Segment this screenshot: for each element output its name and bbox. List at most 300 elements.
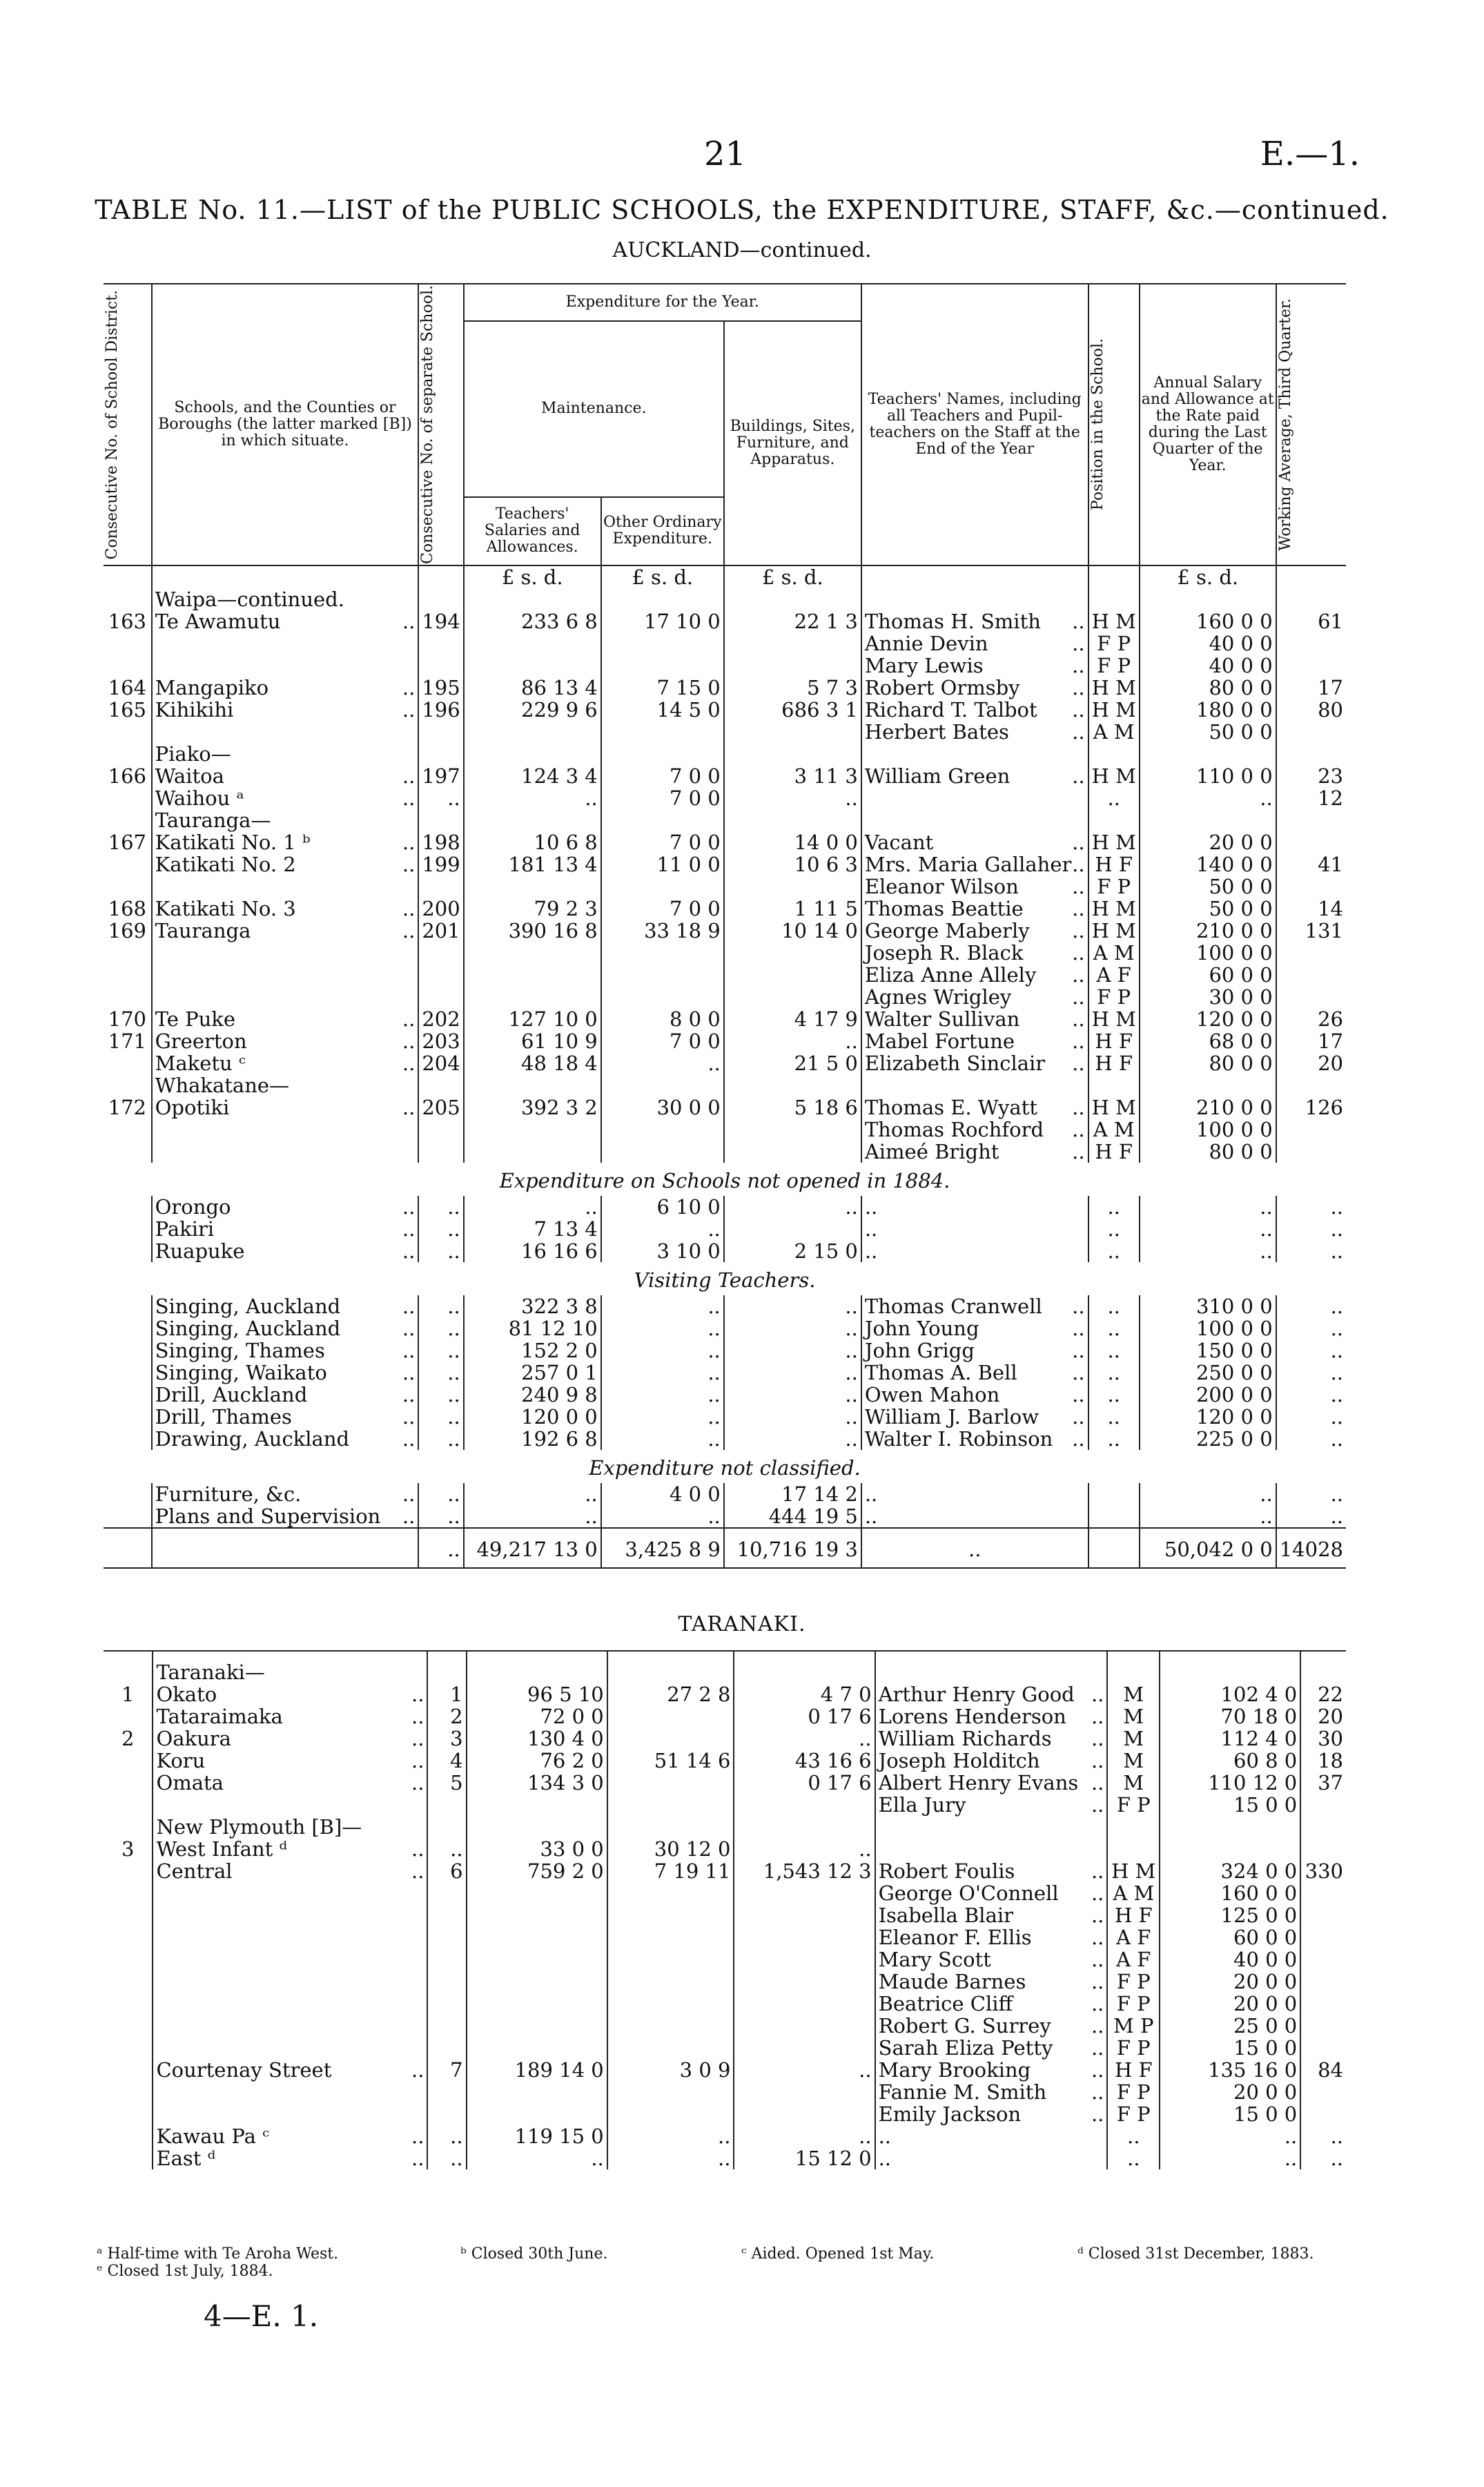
- buildings-value: 15 12 0: [734, 2147, 875, 2169]
- teacher-position: H M: [1088, 920, 1140, 942]
- buildings-value: ..: [724, 1317, 861, 1339]
- school-name: Tauranga—: [152, 809, 419, 831]
- working-average: ..: [1330, 1482, 1343, 1506]
- col-schools: Schools, and the Counties or Boroughs (the latter marked [B]) in which situate.: [152, 284, 419, 565]
- annual-salary: 210 0 0: [1140, 1096, 1276, 1119]
- working-average: [1276, 986, 1346, 1008]
- teacher-position: H F: [1088, 1030, 1140, 1052]
- school-number: [418, 809, 463, 831]
- buildings-value: [724, 655, 861, 677]
- teacher-position: H M: [1107, 1860, 1160, 1882]
- working-average: ..: [1330, 1217, 1343, 1241]
- school-number: 203: [418, 1030, 463, 1052]
- teacher-position: F P: [1088, 875, 1140, 898]
- table-row: [104, 655, 1346, 677]
- school-name: Drawing, Auckland ..: [152, 1428, 419, 1450]
- annual-salary: 20 0 0: [1160, 2081, 1300, 2103]
- other-expenditure-value: 4 0 0: [601, 1483, 724, 1505]
- working-average: [1300, 1816, 1346, 1838]
- teacher-position: [1088, 1528, 1140, 1568]
- signature-mark: 4—E. 1.: [204, 2299, 319, 2333]
- footnote-b: ᵇ Closed 30th June.: [460, 2245, 608, 2263]
- working-average: 61: [1318, 609, 1343, 633]
- working-average: [1276, 809, 1346, 831]
- district-number: [104, 875, 152, 898]
- working-average: ..: [1330, 1504, 1343, 1528]
- buildings-value: ..: [724, 1339, 861, 1362]
- school-name: [152, 655, 419, 677]
- working-average: ..: [1330, 1426, 1343, 1451]
- other-expenditure-value: [601, 875, 724, 898]
- buildings-value: 10 14 0: [724, 920, 861, 942]
- teacher-name: [875, 1661, 1108, 1683]
- working-average: 18: [1318, 1749, 1343, 1772]
- section-heading: Expenditure not classified.: [589, 1455, 861, 1480]
- total-salaries: 49,217 13 0: [464, 1528, 601, 1568]
- district-number: [104, 1428, 152, 1450]
- buildings-value: 14 0 0: [724, 831, 861, 853]
- teacher-position: A F: [1107, 1948, 1160, 1971]
- table-row: [104, 964, 1346, 986]
- district-number: 1: [104, 1683, 153, 1705]
- salaries-value: [464, 721, 601, 743]
- table-row: [104, 1794, 1346, 1816]
- district-number: [104, 1384, 152, 1406]
- school-name: Drill, Auckland ..: [152, 1384, 419, 1406]
- district-number: [104, 1141, 152, 1163]
- teacher-position: H M: [1088, 898, 1140, 920]
- district-number: [104, 1993, 153, 2015]
- other-expenditure-value: 11 0 0: [601, 853, 724, 875]
- working-average: [1300, 1926, 1346, 1948]
- other-expenditure-value: [601, 964, 724, 986]
- annual-salary: 40 0 0: [1160, 1948, 1300, 1971]
- salaries-value: 119 15 0: [467, 2125, 607, 2147]
- buildings-value: 22 1 3: [724, 610, 861, 632]
- teacher-name: Eleanor F. Ellis ..: [875, 1926, 1108, 1948]
- district-number: [104, 1860, 153, 1882]
- district-number: [104, 1483, 152, 1505]
- teacher-name: Thomas Beattie ..: [861, 898, 1088, 920]
- other-expenditure-value: ..: [601, 1339, 724, 1362]
- salaries-value: [464, 588, 601, 610]
- teacher-position: A M: [1088, 1119, 1140, 1141]
- school-number: ..: [418, 1428, 463, 1450]
- annual-salary: [1140, 588, 1276, 610]
- table-row: [104, 898, 1346, 920]
- table-row: [104, 1240, 1346, 1262]
- annual-salary: 60 0 0: [1160, 1926, 1300, 1948]
- table-row: [104, 1052, 1346, 1074]
- salaries-value: 72 0 0: [467, 1705, 607, 1728]
- school-number: [418, 942, 463, 964]
- working-average: [1300, 1948, 1346, 1971]
- school-name: Singing, Auckland ..: [152, 1295, 419, 1317]
- buildings-value: [724, 1218, 861, 1240]
- salaries-value: 192 6 8: [464, 1428, 601, 1450]
- annual-salary: 30 0 0: [1140, 986, 1276, 1008]
- school-name: [153, 2081, 427, 2103]
- annual-salary: ..: [1140, 1218, 1276, 1240]
- working-average: ..: [1330, 2147, 1343, 2170]
- district-number: [104, 1240, 152, 1262]
- total-attendance: 14028: [1279, 1537, 1343, 1561]
- working-average: ..: [1330, 2125, 1343, 2148]
- annual-salary: 225 0 0: [1140, 1428, 1276, 1450]
- school-number: [418, 655, 463, 677]
- working-average: ..: [1330, 1404, 1343, 1429]
- school-number: ..: [418, 787, 463, 809]
- district-number: [104, 1661, 153, 1683]
- school-number: [427, 1948, 466, 1971]
- working-average: ..: [1330, 1239, 1343, 1263]
- other-expenditure-value: ..: [601, 1406, 724, 1428]
- school-number: ..: [418, 1218, 463, 1240]
- school-name: Greerton ..: [152, 1030, 419, 1052]
- salaries-value: 134 3 0: [467, 1772, 607, 1794]
- teacher-name: Aimeé Bright ..: [861, 1141, 1088, 1163]
- other-expenditure-value: 7 0 0: [601, 787, 724, 809]
- other-expenditure-value: [607, 1993, 734, 2015]
- annual-salary: 135 16 0: [1160, 2059, 1300, 2081]
- teacher-name: George Maberly ..: [861, 920, 1088, 942]
- teacher-name: William Green ..: [861, 765, 1088, 787]
- other-expenditure-value: 30 0 0: [601, 1096, 724, 1119]
- salaries-value: 120 0 0: [464, 1406, 601, 1428]
- teacher-name: [875, 1838, 1108, 1860]
- annual-salary: 120 0 0: [1140, 1008, 1276, 1030]
- school-number: [418, 986, 463, 1008]
- teacher-position: ..: [1088, 1196, 1140, 1218]
- table-row: [104, 1339, 1346, 1362]
- annual-salary: 70 18 0: [1160, 1705, 1300, 1728]
- annual-salary: ..: [1160, 2125, 1300, 2147]
- table-row: [104, 721, 1346, 743]
- salaries-value: 152 2 0: [464, 1339, 601, 1362]
- col-maintenance: Maintenance.: [464, 321, 724, 497]
- school-number: [427, 1904, 466, 1926]
- table-row: [104, 831, 1346, 853]
- district-number: [104, 1528, 152, 1568]
- other-expenditure-value: [601, 1074, 724, 1096]
- other-expenditure-value: ..: [601, 1384, 724, 1406]
- salaries-value: [467, 1882, 607, 1904]
- teacher-name: ..: [861, 1240, 1088, 1262]
- total-buildings: 10,716 19 3: [724, 1528, 861, 1568]
- other-expenditure-value: [601, 986, 724, 1008]
- table-row: [104, 1772, 1346, 1794]
- teacher-position: ..: [1107, 2125, 1160, 2147]
- district-number: [104, 1218, 152, 1240]
- district-number: [104, 743, 152, 765]
- salaries-value: 240 9 8: [464, 1384, 601, 1406]
- teacher-name: Robert Foulis ..: [875, 1860, 1108, 1882]
- buildings-value: ..: [734, 2125, 875, 2147]
- table-row: [104, 699, 1346, 721]
- visiting-heading: [104, 1262, 1346, 1295]
- auckland-table: [104, 283, 1346, 1569]
- other-expenditure-value: 7 0 0: [601, 765, 724, 787]
- salaries-value: ..: [464, 787, 601, 809]
- buildings-value: [734, 2037, 875, 2059]
- region-heading: AUCKLAND—continued.: [612, 238, 872, 262]
- district-number: [104, 1794, 153, 1816]
- teacher-name: Robert Ormsby ..: [861, 677, 1088, 699]
- annual-salary: 210 0 0: [1140, 920, 1276, 942]
- annual-salary: 110 0 0: [1140, 765, 1276, 787]
- buildings-value: [724, 875, 861, 898]
- school-name: [153, 1794, 427, 1816]
- teacher-position: [1107, 1816, 1160, 1838]
- annual-salary: 50 0 0: [1140, 721, 1276, 743]
- district-number: [104, 1196, 152, 1218]
- school-name: [152, 875, 419, 898]
- table-row: [104, 2059, 1346, 2081]
- teacher-position: ..: [1088, 1295, 1140, 1317]
- working-average: [1276, 1074, 1346, 1096]
- teacher-name: ..: [861, 1483, 1088, 1505]
- table-row: [104, 1993, 1346, 2015]
- table-row: [104, 765, 1346, 787]
- school-number: 6: [427, 1860, 466, 1882]
- school-name: Te Puke ..: [152, 1008, 419, 1030]
- school-name: [152, 721, 419, 743]
- footnotes: [97, 2245, 1394, 2280]
- teacher-name: Walter Sullivan ..: [861, 1008, 1088, 1030]
- salaries-value: [464, 809, 601, 831]
- school-name: [153, 1971, 427, 1993]
- school-number: 194: [418, 610, 463, 632]
- not-opened-heading: [104, 1163, 1346, 1196]
- teacher-name: Beatrice Cliff ..: [875, 1993, 1108, 2015]
- school-number: 2: [427, 1705, 466, 1728]
- salaries-value: 390 16 8: [464, 920, 601, 942]
- working-average: [1276, 588, 1346, 610]
- school-number: [418, 1119, 463, 1141]
- teacher-position: ..: [1088, 787, 1140, 809]
- annual-salary: 15 0 0: [1160, 1794, 1300, 1816]
- teacher-position: A M: [1088, 942, 1140, 964]
- salaries-value: [464, 655, 601, 677]
- annual-salary: 100 0 0: [1140, 1119, 1276, 1141]
- other-expenditure-value: [607, 1728, 734, 1750]
- other-expenditure-value: [607, 2103, 734, 2125]
- school-number: ..: [427, 2147, 466, 2169]
- teacher-position: [1088, 1074, 1140, 1096]
- salaries-value: 79 2 3: [464, 898, 601, 920]
- table-row: [104, 1362, 1346, 1384]
- salaries-value: ..: [467, 2147, 607, 2169]
- district-number: [104, 853, 152, 875]
- salaries-value: [464, 743, 601, 765]
- salaries-value: [464, 942, 601, 964]
- working-average: [1276, 831, 1346, 853]
- teacher-position: H F: [1107, 1904, 1160, 1926]
- teacher-position: H F: [1107, 2059, 1160, 2081]
- teacher-name: Agnes Wrigley ..: [861, 986, 1088, 1008]
- buildings-value: 3 11 3: [724, 765, 861, 787]
- teacher-name: Walter I. Robinson ..: [861, 1428, 1088, 1450]
- other-expenditure-value: ..: [607, 2125, 734, 2147]
- teacher-position: F P: [1107, 2037, 1160, 2059]
- district-number: [104, 721, 152, 743]
- table-row: [104, 1948, 1346, 1971]
- teacher-name: Eliza Anne Allely ..: [861, 964, 1088, 986]
- teacher-position: F P: [1107, 2081, 1160, 2103]
- district-number: [104, 1971, 153, 1993]
- other-expenditure-value: 17 10 0: [601, 610, 724, 632]
- page-number: 21: [704, 135, 747, 173]
- school-name: Koru ..: [153, 1750, 427, 1772]
- salaries-value: [467, 1661, 607, 1683]
- school-name: Plans and Supervision ..: [152, 1505, 419, 1528]
- buildings-value: ..: [734, 2059, 875, 2081]
- teacher-name: Sarah Eliza Petty ..: [875, 2037, 1108, 2059]
- salaries-value: [467, 1794, 607, 1816]
- school-name: Kawau Pa ᶜ ..: [153, 2125, 427, 2147]
- teacher-position: M: [1107, 1705, 1160, 1728]
- school-name: Waihou ᵃ ..: [152, 787, 419, 809]
- teacher-position: ..: [1088, 1240, 1140, 1262]
- salaries-value: 257 0 1: [464, 1362, 601, 1384]
- col-attendance: Working Average, Third Quarter.: [1276, 284, 1346, 565]
- teacher-name: Lorens Henderson ..: [875, 1705, 1108, 1728]
- teacher-name: Mary Brooking ..: [875, 2059, 1108, 2081]
- school-number: [418, 875, 463, 898]
- district-number: [104, 809, 152, 831]
- teacher-position: M: [1107, 1683, 1160, 1705]
- other-expenditure-value: 7 0 0: [601, 898, 724, 920]
- table-row: [104, 2037, 1346, 2059]
- table-row: [104, 743, 1346, 765]
- district-number: [104, 1505, 152, 1528]
- other-expenditure-value: [607, 2081, 734, 2103]
- salaries-value: 229 9 6: [464, 699, 601, 721]
- district-number: [104, 632, 152, 655]
- teacher-position: M: [1107, 1750, 1160, 1772]
- district-number: [104, 2147, 153, 2169]
- annual-salary: 200 0 0: [1140, 1384, 1276, 1406]
- teacher-position: H M: [1088, 610, 1140, 632]
- other-expenditure-value: 30 12 0: [607, 1838, 734, 1860]
- working-average: 37: [1318, 1771, 1343, 1794]
- annual-salary: 112 4 0: [1160, 1728, 1300, 1750]
- school-name: [152, 1528, 419, 1568]
- teacher-name: Mrs. Maria Gallaher ..: [861, 853, 1088, 875]
- school-number: [427, 1971, 466, 1993]
- salaries-value: [464, 1074, 601, 1096]
- other-expenditure-value: 27 2 8: [607, 1683, 734, 1705]
- school-name: [152, 1141, 419, 1163]
- salaries-value: 189 14 0: [467, 2059, 607, 2081]
- annual-salary: 100 0 0: [1140, 1317, 1276, 1339]
- district-number: [104, 1816, 153, 1838]
- col-salaries: Teachers' Salaries and Allowances.: [464, 497, 601, 565]
- annual-salary: 125 0 0: [1160, 1904, 1300, 1926]
- teacher-name: John Grigg ..: [861, 1339, 1088, 1362]
- table-row: [104, 2147, 1346, 2169]
- table-row: [104, 1008, 1346, 1030]
- school-name: Courtenay Street ..: [153, 2059, 427, 2081]
- working-average: 41: [1318, 852, 1343, 876]
- annual-salary: 15 0 0: [1160, 2037, 1300, 2059]
- buildings-value: ..: [724, 1384, 861, 1406]
- teacher-name: [861, 743, 1088, 765]
- salaries-value: ..: [464, 1505, 601, 1528]
- buildings-value: ..: [724, 787, 861, 809]
- teacher-position: F P: [1107, 1971, 1160, 1993]
- school-number: 199: [418, 853, 463, 875]
- salaries-value: [464, 875, 601, 898]
- teacher-name: ..: [875, 2125, 1108, 2147]
- teacher-name: Richard T. Talbot ..: [861, 699, 1088, 721]
- salaries-value: [464, 964, 601, 986]
- table-row: [104, 1860, 1346, 1882]
- working-average: [1276, 632, 1346, 655]
- salaries-value: 33 0 0: [467, 1838, 607, 1860]
- school-name: Piako—: [152, 743, 419, 765]
- teacher-name: ..: [861, 1505, 1088, 1528]
- salaries-value: [467, 1948, 607, 1971]
- buildings-value: [734, 1816, 875, 1838]
- working-average: [1300, 2081, 1346, 2103]
- teacher-position: [1088, 1483, 1140, 1505]
- salaries-value: 86 13 4: [464, 677, 601, 699]
- working-average: 330: [1305, 1859, 1343, 1883]
- other-expenditure-value: 6 10 0: [601, 1196, 724, 1218]
- school-name: Singing, Thames ..: [152, 1339, 419, 1362]
- buildings-value: 4 7 0: [734, 1683, 875, 1705]
- working-average: 17: [1318, 675, 1343, 699]
- footnote-a: ᵃ Half-time with Te Aroha West.: [97, 2245, 339, 2263]
- teacher-position: F P: [1107, 1993, 1160, 2015]
- district-number: [104, 2103, 153, 2125]
- school-name: Opotiki ..: [152, 1096, 419, 1119]
- school-number: [427, 1661, 466, 1683]
- table-row: [104, 1074, 1346, 1096]
- buildings-value: ..: [734, 1728, 875, 1750]
- district-number: [104, 1119, 152, 1141]
- school-number: [427, 1882, 466, 1904]
- school-name: East ᵈ ..: [153, 2147, 427, 2169]
- buildings-value: ..: [724, 1362, 861, 1384]
- district-number: [104, 1750, 153, 1772]
- district-number: 172: [104, 1096, 152, 1119]
- working-average: [1300, 2103, 1346, 2125]
- teacher-position: ..: [1088, 1384, 1140, 1406]
- teacher-name: Thomas Cranwell ..: [861, 1295, 1088, 1317]
- other-expenditure-value: 8 0 0: [601, 1008, 724, 1030]
- total-salary: 50,042 0 0: [1140, 1528, 1276, 1568]
- other-expenditure-value: ..: [607, 2147, 734, 2169]
- other-expenditure-value: [607, 1794, 734, 1816]
- teacher-name: ..: [861, 1218, 1088, 1240]
- table-row: [104, 1505, 1346, 1528]
- school-number: 197: [418, 765, 463, 787]
- district-number: [104, 1904, 153, 1926]
- district-number: [104, 787, 152, 809]
- working-average: [1276, 1119, 1346, 1141]
- col-salary: Annual Salary and Allowance at the Rate paid during the Last Quarter of the Year.: [1140, 284, 1276, 565]
- teacher-position: A F: [1088, 964, 1140, 986]
- school-number: 196: [418, 699, 463, 721]
- annual-salary: 60 8 0: [1160, 1750, 1300, 1772]
- annual-salary: 25 0 0: [1160, 2015, 1300, 2037]
- school-number: ..: [418, 1384, 463, 1406]
- working-average: 131: [1305, 918, 1343, 942]
- other-expenditure-value: [601, 743, 724, 765]
- school-number: [418, 743, 463, 765]
